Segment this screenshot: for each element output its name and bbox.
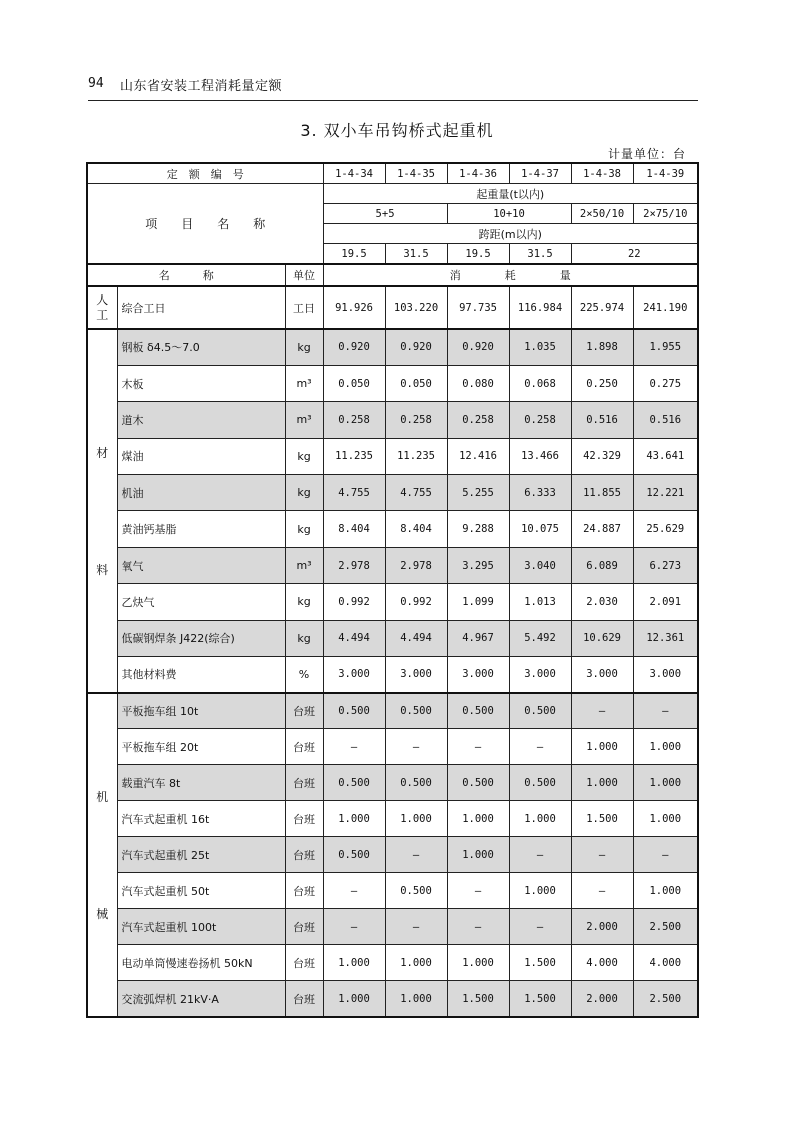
value-cell: 0.500 [509, 693, 571, 729]
value-cell: 0.500 [447, 693, 509, 729]
value-cell: 2.000 [571, 909, 633, 945]
item-name: 黄油钙基脂 [117, 511, 285, 547]
materials-row [87, 365, 698, 401]
materials-row [87, 547, 698, 583]
value-cell: 0.920 [385, 329, 447, 365]
value-cell: 12.221 [633, 475, 698, 511]
value-cell: 0.516 [571, 402, 633, 438]
category-char: 料 [96, 562, 109, 577]
value-cell: 1.955 [633, 329, 698, 365]
materials-row [87, 620, 698, 656]
value-cell: — [447, 909, 509, 945]
machinery-row [87, 909, 698, 945]
item-unit: 台班 [285, 693, 323, 729]
machinery-row [87, 765, 698, 801]
item-unit: 台班 [285, 873, 323, 909]
value-cell: 42.329 [571, 438, 633, 474]
value-cell: 13.466 [509, 438, 571, 474]
value-cell: 5.255 [447, 475, 509, 511]
value-cell: 11.235 [385, 438, 447, 474]
value-cell: 1.000 [633, 873, 698, 909]
value-cell: 10.629 [571, 620, 633, 656]
value-cell: 12.361 [633, 620, 698, 656]
value-cell: 4.755 [323, 475, 385, 511]
value-cell: — [509, 909, 571, 945]
value-cell: 0.500 [385, 765, 447, 801]
item-name: 平板拖车组 10t [117, 693, 285, 729]
value-cell: 97.735 [447, 286, 509, 329]
item-unit: m³ [285, 365, 323, 401]
value-cell: 1.000 [447, 801, 509, 837]
value-cell: 5.492 [509, 620, 571, 656]
value-cell: 1.500 [509, 981, 571, 1017]
value-cell: 3.000 [509, 657, 571, 693]
category-char: 工 [96, 307, 109, 322]
value-cell: — [633, 693, 698, 729]
value-cell: 2.030 [571, 584, 633, 620]
capacity-cell: 2×50/10 [571, 204, 633, 224]
span-cell: 31.5 [509, 244, 571, 265]
capacity-cell: 5+5 [323, 204, 447, 224]
value-cell: — [571, 693, 633, 729]
item-unit: 台班 [285, 981, 323, 1017]
value-cell: 0.500 [323, 765, 385, 801]
value-cell: 1.000 [323, 981, 385, 1017]
page-header [88, 70, 698, 101]
value-cell: 1.000 [509, 873, 571, 909]
capacity-cell: 2×75/10 [633, 204, 698, 224]
value-cell: — [385, 909, 447, 945]
machinery-row [87, 981, 698, 1017]
consumption-column-header: 消 耗 量 [323, 264, 698, 286]
value-cell: 8.404 [385, 511, 447, 547]
value-cell: — [571, 873, 633, 909]
value-cell: 0.050 [323, 365, 385, 401]
value-cell: 0.500 [385, 693, 447, 729]
value-cell: 0.500 [323, 837, 385, 873]
value-cell: 2.091 [633, 584, 698, 620]
value-cell: 1.000 [447, 837, 509, 873]
code-cell: 1-4-36 [447, 163, 509, 184]
page-number: 94 [88, 76, 104, 91]
materials-row [87, 329, 698, 365]
value-cell: 2.978 [385, 547, 447, 583]
value-cell: 9.288 [447, 511, 509, 547]
value-cell: 1.000 [323, 801, 385, 837]
value-cell: 1.099 [447, 584, 509, 620]
item-name: 汽车式起重机 50t [117, 873, 285, 909]
item-unit: kg [285, 329, 323, 365]
value-cell: 1.500 [509, 945, 571, 981]
value-cell: — [323, 873, 385, 909]
value-cell: 43.641 [633, 438, 698, 474]
value-cell: 0.500 [509, 765, 571, 801]
value-cell: 1.035 [509, 329, 571, 365]
value-cell: 0.068 [509, 365, 571, 401]
span-label: 跨距(m以内) [323, 224, 698, 244]
value-cell: — [385, 729, 447, 765]
item-unit: 台班 [285, 909, 323, 945]
materials-row [87, 475, 698, 511]
value-cell: 1.500 [447, 981, 509, 1017]
value-cell: 0.920 [323, 329, 385, 365]
item-unit: 台班 [285, 765, 323, 801]
item-name: 汽车式起重机 25t [117, 837, 285, 873]
item-name: 机油 [117, 475, 285, 511]
value-cell: 3.000 [385, 657, 447, 693]
value-cell: 1.000 [509, 801, 571, 837]
value-cell: — [385, 837, 447, 873]
value-cell: 11.855 [571, 475, 633, 511]
item-unit: kg [285, 475, 323, 511]
item-unit: % [285, 657, 323, 693]
section-title: 3. 双小车吊钩桥式起重机 [300, 121, 494, 140]
item-unit: 台班 [285, 945, 323, 981]
value-cell: 103.220 [385, 286, 447, 329]
value-cell: 1.500 [571, 801, 633, 837]
item-unit: 台班 [285, 837, 323, 873]
value-cell: 4.755 [385, 475, 447, 511]
item-unit: kg [285, 438, 323, 474]
value-cell: 1.000 [385, 981, 447, 1017]
unit-note: 计量单位：台 [607, 147, 686, 161]
item-name: 载重汽车 8t [117, 765, 285, 801]
item-unit: m³ [285, 547, 323, 583]
value-cell: 0.500 [323, 693, 385, 729]
item-name: 其他材料费 [117, 657, 285, 693]
capacity-label: 起重量(t以内) [323, 184, 698, 204]
value-cell: 0.516 [633, 402, 698, 438]
item-unit: m³ [285, 402, 323, 438]
category-char: 材 [96, 445, 109, 460]
materials-row [87, 438, 698, 474]
value-cell: — [323, 729, 385, 765]
value-cell: 24.887 [571, 511, 633, 547]
item-name: 汽车式起重机 16t [117, 801, 285, 837]
materials-row [87, 657, 698, 693]
value-cell: 6.089 [571, 547, 633, 583]
value-cell: — [571, 837, 633, 873]
value-cell: 2.500 [633, 981, 698, 1017]
item-name: 木板 [117, 365, 285, 401]
value-cell: 0.258 [385, 402, 447, 438]
value-cell: 4.967 [447, 620, 509, 656]
item-name: 乙炔气 [117, 584, 285, 620]
value-cell: 1.000 [633, 765, 698, 801]
value-cell: 1.013 [509, 584, 571, 620]
value-cell: 2.000 [571, 981, 633, 1017]
item-name: 交流弧焊机 21kV·A [117, 981, 285, 1017]
item-name: 钢板 δ4.5～7.0 [117, 329, 285, 365]
value-cell: 1.898 [571, 329, 633, 365]
value-cell: 1.000 [571, 729, 633, 765]
value-cell: 2.500 [633, 909, 698, 945]
quota-table [86, 162, 699, 1018]
category-char: 人 [96, 292, 109, 307]
materials-row [87, 511, 698, 547]
name-column-header: 名 称 [87, 264, 285, 286]
value-cell: — [509, 837, 571, 873]
value-cell: 0.080 [447, 365, 509, 401]
machinery-category-label [87, 693, 117, 1017]
value-cell: 0.992 [385, 584, 447, 620]
item-name: 道木 [117, 402, 285, 438]
item-name: 煤油 [117, 438, 285, 474]
item-unit: kg [285, 511, 323, 547]
value-cell: 241.190 [633, 286, 698, 329]
code-cell: 1-4-37 [509, 163, 571, 184]
item-name: 低碳钢焊条 J422(综合) [117, 620, 285, 656]
code-cell: 1-4-39 [633, 163, 698, 184]
materials-category-label [87, 329, 117, 693]
value-cell: 12.416 [447, 438, 509, 474]
value-cell: 3.040 [509, 547, 571, 583]
machinery-row [87, 729, 698, 765]
item-name: 汽车式起重机 100t [117, 909, 285, 945]
value-cell: — [633, 837, 698, 873]
item-name: 综合工日 [117, 286, 285, 329]
materials-row [87, 584, 698, 620]
materials-row [87, 402, 698, 438]
machinery-row [87, 873, 698, 909]
category-char: 机 [96, 789, 109, 804]
value-cell: 1.000 [633, 729, 698, 765]
value-cell: 0.500 [447, 765, 509, 801]
machinery-row [87, 837, 698, 873]
value-cell: — [447, 873, 509, 909]
value-cell: 1.000 [385, 801, 447, 837]
value-cell: 4.494 [385, 620, 447, 656]
value-cell: 0.250 [571, 365, 633, 401]
value-cell: 0.992 [323, 584, 385, 620]
code-cell: 1-4-35 [385, 163, 447, 184]
value-cell: 3.000 [571, 657, 633, 693]
code-cell: 1-4-38 [571, 163, 633, 184]
value-cell: 1.000 [323, 945, 385, 981]
labor-row [87, 286, 698, 329]
value-cell: 0.920 [447, 329, 509, 365]
item-name: 电动单筒慢速卷扬机 50kN [117, 945, 285, 981]
value-cell: 4.494 [323, 620, 385, 656]
span-cell: 31.5 [385, 244, 447, 265]
value-cell: 1.000 [385, 945, 447, 981]
code-label: 定 额 编 号 [87, 163, 323, 184]
value-cell: 225.974 [571, 286, 633, 329]
machinery-row [87, 801, 698, 837]
value-cell: — [447, 729, 509, 765]
item-unit: kg [285, 620, 323, 656]
value-cell: 116.984 [509, 286, 571, 329]
value-cell: 11.235 [323, 438, 385, 474]
code-row [87, 163, 698, 184]
machinery-row [87, 693, 698, 729]
item-unit: 台班 [285, 729, 323, 765]
value-cell: 0.258 [323, 402, 385, 438]
capacity-label-row [87, 184, 698, 204]
span-cell: 19.5 [323, 244, 385, 265]
value-cell: 1.000 [571, 765, 633, 801]
value-cell: 1.000 [447, 945, 509, 981]
value-cell: 2.978 [323, 547, 385, 583]
value-cell: 3.000 [447, 657, 509, 693]
value-cell: 0.500 [385, 873, 447, 909]
value-cell: 10.075 [509, 511, 571, 547]
value-cell: 4.000 [571, 945, 633, 981]
item-name-label: 项 目 名 称 [87, 184, 323, 265]
value-cell: 4.000 [633, 945, 698, 981]
item-unit: 台班 [285, 801, 323, 837]
code-cell: 1-4-34 [323, 163, 385, 184]
value-cell: 0.258 [509, 402, 571, 438]
value-cell: — [509, 729, 571, 765]
item-unit: 工日 [285, 286, 323, 329]
category-char: 械 [96, 906, 109, 921]
value-cell: 3.000 [633, 657, 698, 693]
value-cell: 25.629 [633, 511, 698, 547]
value-cell: — [323, 909, 385, 945]
value-cell: 6.333 [509, 475, 571, 511]
book-title: 山东省安装工程消耗量定额 [120, 79, 283, 94]
item-name: 氧气 [117, 547, 285, 583]
value-cell: 3.295 [447, 547, 509, 583]
span-cell: 19.5 [447, 244, 509, 265]
value-cell: 0.258 [447, 402, 509, 438]
value-cell: 0.050 [385, 365, 447, 401]
item-unit: kg [285, 584, 323, 620]
capacity-cell: 10+10 [447, 204, 571, 224]
value-cell: 8.404 [323, 511, 385, 547]
value-cell: 0.275 [633, 365, 698, 401]
labor-category-label [87, 286, 117, 329]
column-header-row [87, 264, 698, 286]
machinery-row [87, 945, 698, 981]
value-cell: 1.000 [633, 801, 698, 837]
value-cell: 6.273 [633, 547, 698, 583]
value-cell: 3.000 [323, 657, 385, 693]
value-cell: 91.926 [323, 286, 385, 329]
span-cell: 22 [571, 244, 698, 265]
unit-column-header: 单位 [285, 264, 323, 286]
item-name: 平板拖车组 20t [117, 729, 285, 765]
